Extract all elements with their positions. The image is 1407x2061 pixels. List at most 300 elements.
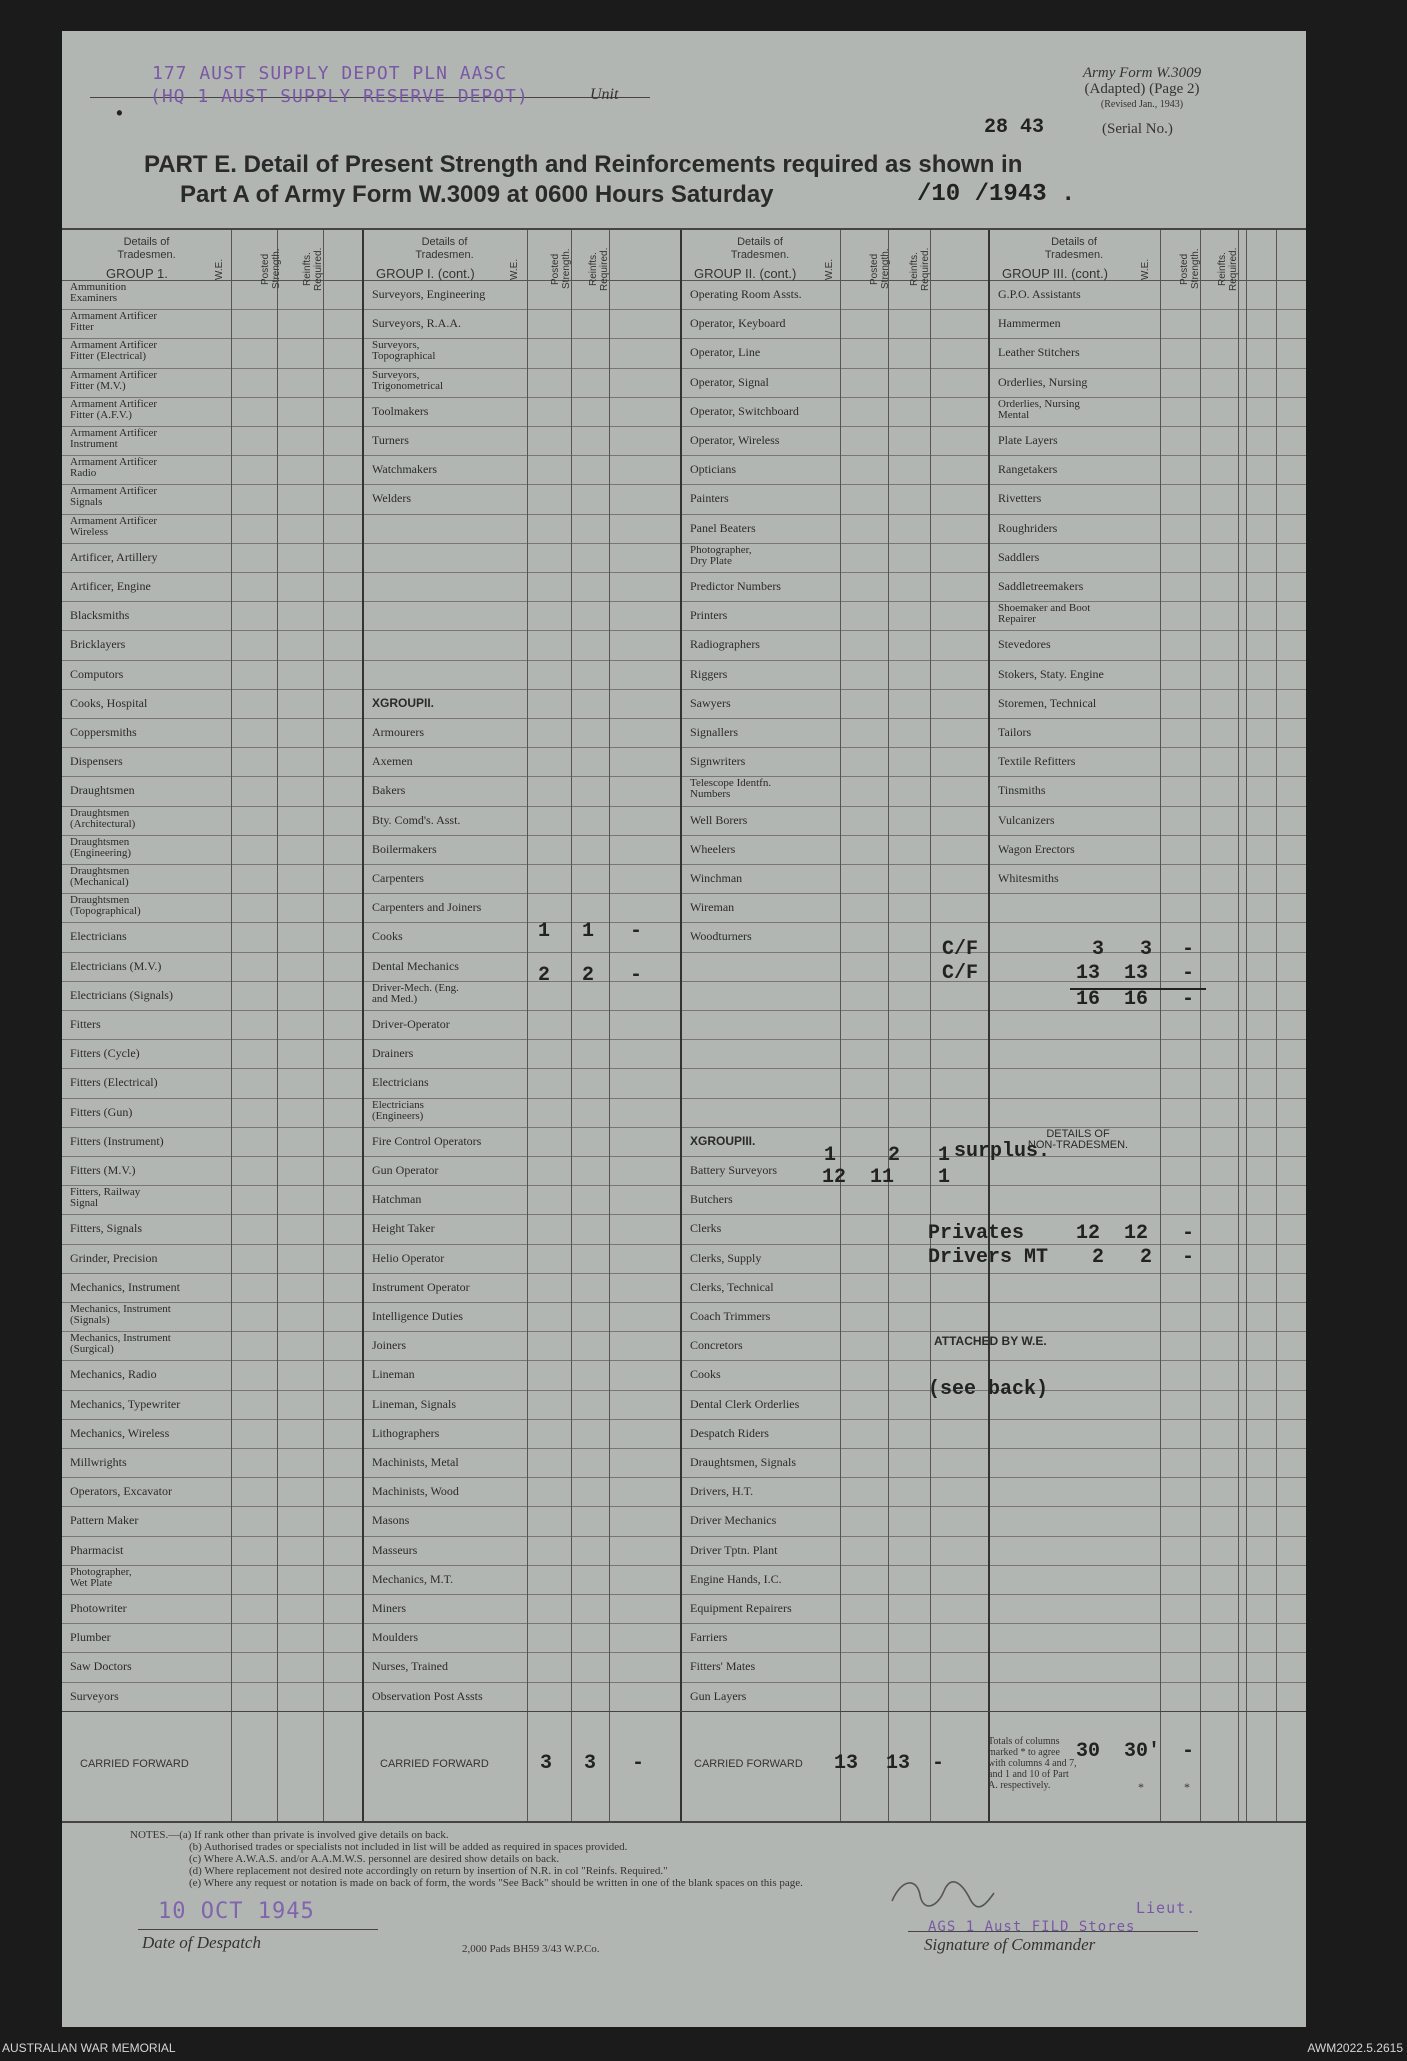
trade-label: Drainers [372,1046,414,1061]
trade-label: Mechanics, M.T. [372,1571,454,1586]
trade-label: Armament Artificer Radio [70,456,158,480]
trade-label: Observation Post Assts [372,1688,483,1703]
trade-label: Photowriter [70,1601,127,1615]
trade-label: Armament Artificer Instrument [70,427,158,450]
trade-label: Welders [372,491,412,506]
col-divider [1200,230,1201,1821]
row-rule [62,1360,1306,1361]
trade-label: Fitters (M.V.) [70,1163,136,1177]
trade-label: Telescope Identfn. Numbers [690,777,772,801]
trade-label: Electricians [372,1075,429,1090]
trade-label: Farriers [690,1630,728,1645]
trade-label: Mechanics, Typewriter [70,1396,181,1411]
carpenters-reinfts: - [630,920,643,943]
trade-label: Bakers [372,783,406,798]
serial-number-label: (Serial No.) [1102,121,1173,137]
reinfts-header: Reinfts. Required. [909,247,931,291]
trade-label: Armament Artificer Fitter [70,310,158,334]
row-rule [62,601,1306,602]
trade-label: Storemen, Technical [998,695,1097,710]
trade-label: Sawyers [690,695,731,710]
details-header: Details of Tradesmen. [730,236,790,261]
row-rule [62,309,1306,310]
privates-posted: 12 [1124,1222,1149,1245]
trade-label: Stevedores [998,637,1051,652]
posted-header: Posted Strength. [260,248,282,290]
carpenters-posted: 1 [582,920,595,943]
star-reinfts: * [1184,1780,1190,1794]
trade-label: Plumber [70,1630,111,1645]
trade-label: Fitters, Railway Signal [70,1186,141,1210]
trade-label: Intelligence Duties [372,1309,463,1323]
trade-label: Woodturners [690,929,752,944]
despatch-label: Date of Despatch [142,1933,261,1952]
trade-label: Coach Trimmers [690,1309,771,1323]
trade-label: Draughtsmen (Engineering) [70,835,132,859]
trade-label: Printers [690,608,728,623]
cooks-reinfts: - [630,964,643,987]
row-rule [62,981,1306,982]
commander-signature [882,1873,1002,1913]
group-header: GROUP II. (cont.) [694,266,797,281]
drivers-label: Drivers MT [928,1246,1049,1269]
trade-label: Hammermen [998,316,1061,331]
trade-label: Well Borers [690,812,748,827]
row-rule [62,397,1306,398]
trade-label: Armament Artificer Fitter (Electrical) [70,339,158,363]
note-c: (c) Where A.W.A.S. and/or A.A.M.W.S. personnel are desired show details on back. [189,1853,560,1865]
trade-label: Rangetakers [998,462,1058,477]
row-rule [62,1214,1306,1215]
trade-label: Driver-Mech. (Eng. and Med.) [372,981,459,1005]
trade-label: Butchers [690,1192,733,1207]
trade-label: Lineman, Signals [372,1396,456,1411]
despatch-date-stamp: 10 OCT 1945 [158,1899,315,1924]
total-posted: 30' [1124,1740,1161,1763]
archive-accession: AWM2022.5.2615 [1307,2041,1403,2055]
col-divider [840,230,841,1821]
title-date-typed: /10 /194 [917,181,1033,208]
row-rule [62,835,1306,836]
tick-mark: • [114,105,125,125]
trade-label: Carpenters and Joiners [372,900,482,915]
trade-label: Dental Clerk Orderlies [690,1396,800,1411]
cf-total-reinfts: - [1182,988,1195,1011]
trade-label: Battery Surveyors [690,1163,777,1177]
note-b: (b) Authorised trades or specialists not included in list will be added as required in spaces provided. [189,1841,628,1853]
trade-label: Armament Artificer Fitter (A.F.V.) [70,397,158,421]
note-d: (d) Where replacement not desired note accordingly on return by insertion of N.R. in col "Reinfs. Required." [189,1865,668,1877]
trade-label: Clerks [690,1221,722,1236]
trade-label: Roughriders [998,520,1058,535]
posted-header: Posted Strength. [1179,248,1201,290]
form-revised: (Revised Jan., 1943) [1100,99,1184,110]
we-header: W.E. [214,258,225,280]
cf-g1-reinfts: - [632,1752,645,1775]
star-posted: * [1138,1780,1144,1794]
trade-label: Wheelers [690,841,736,856]
trade-label: Driver Mechanics [690,1513,777,1528]
trade-label: Draughtsmen, Signals [690,1455,796,1469]
row-rule [62,747,1306,748]
row-rule [62,776,1306,777]
row-rule [62,630,1306,631]
cf-label-g1: CARRIED FORWARD [80,1758,189,1770]
trade-label: Boilermakers [372,841,437,856]
right-edge-divider [1246,230,1247,1821]
trade-label: Equipment Repairers [690,1601,792,1615]
notes-block [130,1829,803,1889]
trade-label: Photographer, Wet Plate [70,1565,132,1589]
trade-label: Operating Room Assts. [690,287,802,301]
trade-label: Engine Hands, I.C. [690,1571,782,1586]
trade-label: Dental Mechanics [372,958,459,973]
battery-surveyors-we: 1 [824,1144,837,1167]
despatch-underline [138,1929,378,1930]
trade-label: Millwrights [70,1455,127,1469]
trade-label: Armament Artificer Signals [70,485,158,509]
cf-total-we: 16 [1076,988,1101,1011]
archive-footer [0,2027,1407,2061]
cf-row1-posted: 3 [1140,938,1153,961]
serial-number-value: 28 43 [984,116,1045,139]
trade-label: Vulcanizers [998,812,1055,827]
butchers-posted: 11 [870,1166,895,1189]
row-rule [62,1010,1306,1011]
trade-label: Despatch Riders [690,1425,769,1440]
cf-g1-we: 3 [540,1752,553,1775]
trade-label: Panel Beaters [690,520,756,535]
trade-label: Surveyors, Topographical [372,339,436,363]
posted-header: Posted Strength. [869,248,891,290]
trade-label: Driver Tptn. Plant [690,1542,778,1557]
title-line2: Part A of Army Form W.3009 at 0600 Hours Saturday [180,181,774,208]
cf-g2-posted: 13 [886,1752,911,1775]
row-rule [62,1302,1306,1303]
row-rule [62,543,1306,544]
trade-label: Draughtsmen (Architectural) [70,806,136,830]
trade-label: Machinists, Wood [372,1484,459,1499]
row-rule [62,1273,1306,1274]
trade-label: XGROUPIII. [690,1133,756,1148]
we-header: W.E. [1140,258,1151,280]
trade-label: Cooks, Hospital [70,695,148,710]
row-rule [62,455,1306,456]
details-header: Details of Tradesmen. [117,236,176,261]
trade-label: Watchmakers [372,462,438,477]
note-a: NOTES.—(a) If rank other than private is involved give details on back. [130,1829,449,1841]
row-rule [62,1623,1306,1624]
details-header: Details of Tradesmen. [1044,236,1104,261]
trade-label: Pattern Maker [70,1513,139,1528]
trade-label: Machinists, Metal [372,1455,459,1469]
trade-label: Plate Layers [998,433,1058,447]
row-rule [62,338,1306,339]
trade-label: Toolmakers [372,403,429,418]
trade-label: Clerks, Supply [690,1250,762,1265]
privates-label: Privates [928,1222,1025,1245]
cf-g1-posted: 3 [584,1752,597,1775]
col-divider [323,230,324,1821]
trade-label: Armament Artificer Wireless [70,514,158,538]
cf-label-g1-cont: CARRIED FORWARD [380,1758,489,1770]
trade-label: Grinder, Precision [70,1250,158,1265]
drivers-reinfts: - [1182,1246,1195,1269]
trade-label: Nurses, Trained [372,1659,449,1674]
row-rule [62,1390,1306,1391]
trade-label: Height Taker [372,1221,435,1236]
reinfts-header: Reinfts. Required. [302,247,324,291]
trade-label: Hatchman [372,1192,422,1207]
drivers-posted: 2 [1140,1246,1153,1269]
trade-label: Masseurs [372,1542,418,1557]
trade-label: Winchman [690,871,743,885]
trade-label: Painters [690,491,729,506]
form-name: Army Form W.3009 [1082,65,1202,81]
trade-label: Operator, Wireless [690,433,780,447]
cf-g2-we: 13 [834,1752,859,1775]
butchers-we: 12 [822,1166,847,1189]
form-page [62,31,1306,2027]
trade-label: Bricklayers [70,637,126,652]
trade-label: Artificer, Engine [70,579,151,593]
trade-label: Electricians (Engineers) [372,1098,424,1122]
commander-stamp: AGS 1 Aust FILD Stores [928,1919,1136,1935]
details-header: Details of Tradesmen. [415,236,474,261]
row-rule [62,484,1306,485]
trade-label: Fitters [70,1017,101,1031]
row-rule [62,806,1306,807]
group-divider [362,230,364,1821]
trade-label: Operator, Switchboard [690,403,799,418]
trade-label: Saddletreemakers [998,579,1084,593]
trade-label: Armament Artificer Fitter (M.V.) [70,368,158,392]
butchers-reinfts: 1 [938,1166,951,1189]
trade-label: DETAILS OF NON-TRADESMEN. [1027,1127,1129,1151]
col-divider [527,230,528,1821]
trade-label: Masons [372,1513,410,1528]
attached-by-we: ATTACHED BY W.E. [934,1334,1047,1348]
trade-label: Coppersmiths [70,725,137,739]
cooks-we: 2 [538,964,551,987]
printer-imprint: 2,000 Pads BH59 3/43 W.P.Co. [462,1943,600,1955]
commander-underline [908,1931,1198,1932]
row-rule [62,1419,1306,1420]
group-header: GROUP 1. [106,266,168,281]
trade-label: Draughtsmen [70,783,135,798]
trade-label: Signwriters [690,754,746,769]
trade-label: Wagon Erectors [998,841,1075,856]
row-rule [62,426,1306,427]
trade-label: Operators, Excavator [70,1484,172,1499]
posted-header: Posted Strength. [550,248,572,290]
cf-label-g2-cont: CARRIED FORWARD [694,1758,803,1770]
trade-label: Rivetters [998,491,1042,506]
cf-row1-reinfts: - [1182,938,1195,961]
col-divider [571,230,572,1821]
strength-table [62,228,1306,1823]
cf-g2-reinfts: - [932,1752,945,1775]
trade-label: Surveyors, Engineering [372,287,486,301]
trade-label: Lithographers [372,1425,440,1440]
title-date-year-digit: 3 [1032,181,1047,208]
trade-label: Blacksmiths [70,608,130,623]
group-header: GROUP III. (cont.) [1002,266,1108,281]
row-rule [62,1127,1306,1128]
trade-label: Mechanics, Radio [70,1367,157,1382]
row-rule [62,1565,1306,1566]
trade-label: Ammunition Examiners [70,281,127,304]
archive-name: AUSTRALIAN WAR MEMORIAL [2,2041,176,2055]
row-rule [62,1185,1306,1186]
trade-label: Bty. Comd's. Asst. [372,812,461,827]
trade-label: Pharmacist [70,1542,124,1557]
trade-label: Fitters, Signals [70,1221,143,1236]
privates-reinfts: - [1182,1222,1195,1245]
trade-label: Riggers [690,666,728,681]
cf-row2-reinfts: - [1182,962,1195,985]
form-identifier [1022,65,1262,113]
row-rule [62,1594,1306,1595]
trade-label: Armourers [372,725,424,739]
trade-label: Mechanics, Wireless [70,1425,170,1440]
group-divider [988,230,990,1821]
note-e: (e) Where any request or notation is made on back of form, the words "See Back" should be written in one of the blank spaces on this page. [189,1877,803,1889]
trade-label: Driver-Operator [372,1017,450,1031]
trade-label: Drivers, H.T. [690,1484,754,1499]
row-rule [62,660,1306,661]
col-divider [1276,230,1277,1821]
trade-label: Lineman [372,1367,415,1382]
col-divider [231,230,232,1821]
trade-label: Mechanics, Instrument (Surgical) [70,1332,171,1356]
trade-label: Computors [70,666,124,681]
col-divider [609,230,610,1821]
title-line1: PART E. Detail of Present Strength and Reinforcements required as shown in [144,151,1023,178]
row-rule [62,1652,1306,1653]
col-divider [277,230,278,1821]
trade-label: Fitters (Cycle) [70,1046,140,1061]
privates-we: 12 [1076,1222,1101,1245]
trade-label: Whitesmiths [998,871,1059,885]
row-rule [62,1682,1306,1683]
trade-label: Surveyors [70,1688,119,1703]
row-rule [62,1536,1306,1537]
trade-label: Axemen [372,754,413,769]
row-rule [62,864,1306,865]
group-divider [680,230,682,1821]
row-rule [62,689,1306,690]
trade-label: Fitters (Electrical) [70,1075,158,1090]
trade-label: Orderlies, Nursing Mental [998,397,1080,421]
trade-label: Orderlies, Nursing [998,374,1088,389]
trade-label: Saddlers [998,549,1040,564]
trade-label: Mechanics, Instrument (Signals) [70,1303,171,1326]
group-header: GROUP I. (cont.) [376,266,475,281]
cf-row1-we: 3 [1092,938,1105,961]
reinfts-header: Reinfts. Required. [1217,247,1239,291]
row-rule [62,952,1306,953]
trade-label: Stokers, Staty. Engine [998,666,1104,681]
cf-row2-label: C/F [942,962,979,985]
row-rule [62,1098,1306,1099]
trade-label: Opticians [690,462,736,477]
cf-total-posted: 16 [1124,988,1149,1011]
row-rule [62,1477,1306,1478]
trade-label: Gun Operator [372,1163,439,1177]
trade-label: Signallers [690,725,738,739]
we-header: W.E. [824,258,835,280]
form-adapted: (Adapted) (Page 2) [1084,81,1200,97]
trade-label: Operator, Signal [690,374,769,389]
see-back-note: (see back) [928,1378,1049,1401]
trade-label: Fitters' Mates [690,1659,756,1674]
total-we: 30 [1076,1740,1101,1763]
trade-label: Draughtsmen (Topographical) [70,894,141,918]
cf-row2-posted: 13 [1124,962,1149,985]
trade-label: Tinsmiths [998,783,1046,798]
trade-label: Surveyors, Trigonometrical [372,368,444,392]
col-divider [1238,230,1239,1821]
trade-label: Wireman [690,900,735,915]
col-divider [1160,230,1161,1821]
trade-label: Cooks [690,1367,721,1382]
trade-label: Leather Stitchers [998,345,1080,360]
trade-label: Helio Operator [372,1250,445,1265]
row-rule [62,1506,1306,1507]
trade-label: Draughtsmen (Mechanical) [70,865,130,888]
trade-label: Saw Doctors [70,1659,132,1674]
trade-label: Radiographers [690,637,760,652]
trade-label: Electricians (M.V.) [70,958,162,973]
trade-label: Moulders [372,1630,418,1645]
unit-stamp-line1: 177 AUST SUPPLY DEPOT PLN AASC [152,63,508,84]
trade-label: XGROUPII. [372,695,435,710]
battery-surveyors-note: surplus. [954,1140,1051,1163]
carried-forward-rule [62,1711,1306,1712]
trade-label: Tailors [998,725,1032,739]
unit-stamp-line2: (HQ 1 AUST SUPPLY RESERVE DEPOT) [150,86,529,107]
battery-surveyors-posted: 2 [888,1144,901,1167]
row-rule [62,514,1306,515]
cf-row2-we: 13 [1076,962,1101,985]
trade-label: Photographer, Dry Plate [690,543,752,567]
trade-label: Electricians (Signals) [70,987,173,1002]
trade-label: Artificer, Artillery [70,549,158,564]
trade-label: Miners [372,1601,406,1615]
unit-label: Unit [590,86,619,103]
trade-label: Mechanics, Instrument [70,1279,180,1294]
trade-label: Dispensers [70,754,123,769]
we-header: W.E. [509,258,520,280]
row-rule [62,1244,1306,1245]
row-rule [62,922,1306,923]
trade-label: Fitters (Gun) [70,1104,133,1119]
row-rule [62,1331,1306,1332]
trade-label: Instrument Operator [372,1279,470,1294]
trade-label: Clerks, Technical [690,1279,774,1294]
trade-label: Textile Refitters [998,754,1076,769]
trade-label: Gun Layers [690,1688,747,1703]
trade-label: Carpenters [372,871,424,885]
drivers-we: 2 [1092,1246,1105,1269]
carpenters-we: 1 [538,920,551,943]
row-rule [62,1448,1306,1449]
totals-note: Totals of columns marked * to agree with columns 4 and 7, and 1 and 10 of Part A. respectively. [988,1736,1077,1791]
row-rule [62,718,1306,719]
row-rule [62,368,1306,369]
trade-label: Predictor Numbers [690,579,781,593]
